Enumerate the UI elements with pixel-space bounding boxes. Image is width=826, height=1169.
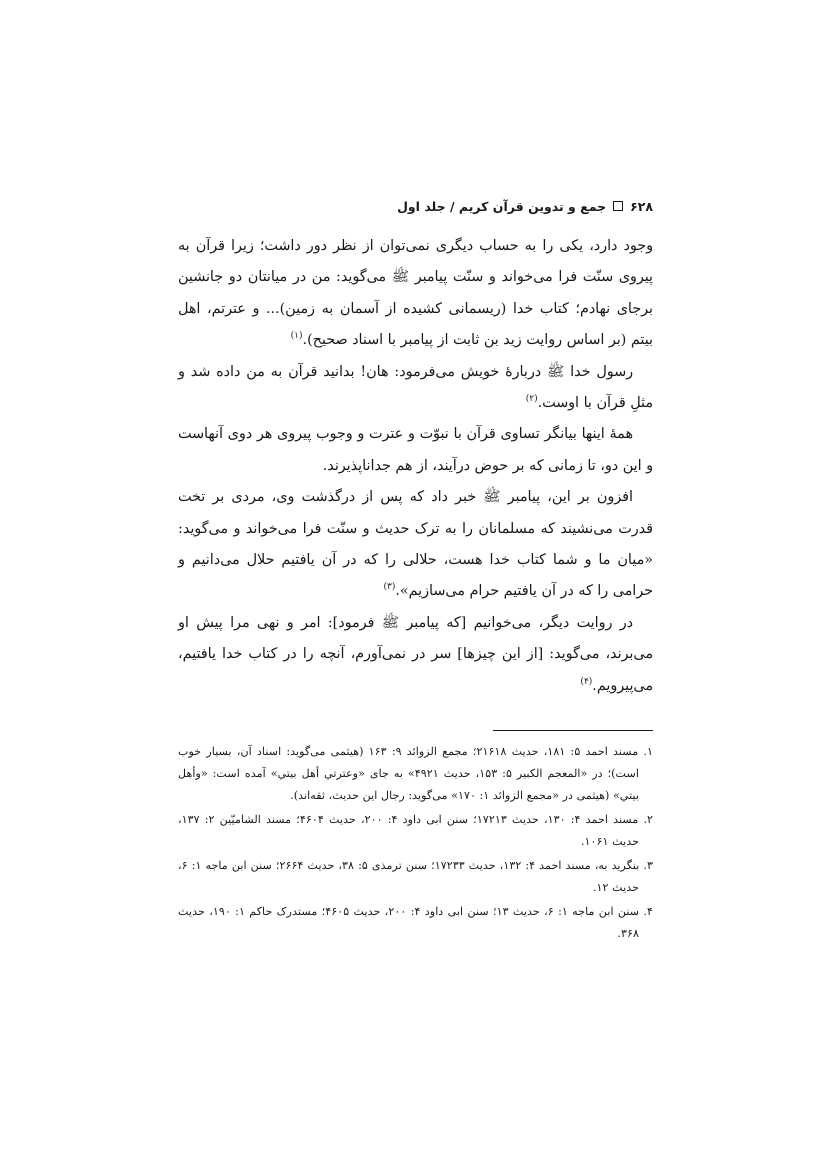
paragraph: [178, 608, 653, 702]
paragraph: [178, 482, 653, 608]
footnote: ۴. سنن ابن ماجه ۱: ۶، حدیث ۱۳؛ سنن ابی داود ۴: ۲۰۰، حدیث ۴۶۰۵؛ مستدرک حاکم ۱: ۱۹۰، حدیث ۳۶۸.: [178, 905, 654, 941]
footnotes: [178, 741, 653, 945]
paragraph-text: افزون بر این، پیامبر ﷺ خبر داد که پس از درگذشت وی، مردی بر تخت قدرت می‌نشیند که مسلمانان را به ترک حدیث و سنّت فرا می‌خواند و می‌گوید: «میان ما و شما کتاب خدا هست، حلالی را که در آن یافتیم حلال می‌دانیم و حرامی را که در آن یافتیم حرام می‌سازیم».: [178, 489, 653, 600]
footnote-ref: (۴): [580, 676, 593, 687]
footnote: ۳. بنگرید به، مسند احمد ۴: ۱۳۲، حدیث ۱۷۲۳۳؛ سنن ترمذی ۵: ۳۸، حدیث ۲۶۶۴؛ سنن ابن ماجه ۱: ۶، حدیث ۱۲.: [178, 859, 653, 895]
running-header: [178, 195, 653, 217]
body-text: [178, 231, 653, 702]
paragraph: [178, 419, 653, 482]
paragraph: [178, 357, 653, 420]
running-title: جمع و تدوین قرآن کریم / جلد اول: [397, 198, 607, 214]
paragraph-text: در روایت دیگر، می‌خوانیم [که پیامبر ﷺ فرمود]: امر و نهی مرا پیش او می‌برند، می‌گوید: [از این چیزها] سر در نمی‌آورم، آنچه را در کتاب خدا یافتیم، می‌پیرویم.: [178, 614, 653, 694]
page-number: ۶۲۸: [630, 198, 653, 214]
footnote-ref: (۱): [290, 331, 303, 342]
book-page: [178, 195, 653, 947]
footnote-ref: (۲): [525, 394, 538, 405]
paragraph-text: رسول خدا ﷺ دربارهٔ خویش می‌فرمود: هان! بدانید قرآن به من داده شد و مثلِ قرآن با اوست.: [178, 363, 653, 412]
paragraph-text: وجود دارد، یکی را به حساب دیگری نمی‌توان از نظر دور داشت؛ زیرا قرآن به پیروی سنّت فرا می‌خواند و سنّت پیامبر ﷺ می‌گوید: من در میانتان دو جانشین برجای نهادم؛ کتاب خدا (ریسمانی کشیده از آسمان به زمین)... و عترتم، اهل بیتم (بر اساس روایت زید بن ثابت از پیامبر با اسناد صحیح).: [178, 238, 653, 349]
footnote: ۱. مسند احمد ۵: ۱۸۱، حدیث ۲۱۶۱۸؛ مجمع الزوائد ۹: ۱۶۳ (هیثمی می‌گوید: اسناد آن، بسیار خوب است)؛ در «المعجم الکبیر ۵: ۱۵۳، حدیث ۴۹۲۱» به جای «وعترتي أهل بيتي» آمده است: «وأهل بيتي» (هیثمی در «مجمع الزوائد ۱: ۱۷۰» می‌گوید: رجال این حدیث، ثقه‌اند).: [178, 745, 653, 803]
paragraph: [178, 231, 653, 357]
paragraph-text: همهٔ اینها بیانگر تساوی قرآن با نبوّت و عترت و وجوب پیروی هر دوی آنهاست و این دو، تا زمانی که بر حوض درآیند، از هم جداناپذیرند.: [178, 426, 653, 474]
footnote-divider: [493, 730, 653, 731]
footnote: ۲. مسند احمد ۴: ۱۳۰، حدیث ۱۷۲۱۳؛ سنن ابی داود ۴: ۲۰۰، حدیث ۴۶۰۴؛ مسند الشامیّین ۲: ۱۳۷، حدیث ۱۰۶۱.: [178, 813, 654, 849]
footnote-ref: (۳): [383, 582, 396, 593]
square-bullet-icon: [613, 201, 623, 211]
